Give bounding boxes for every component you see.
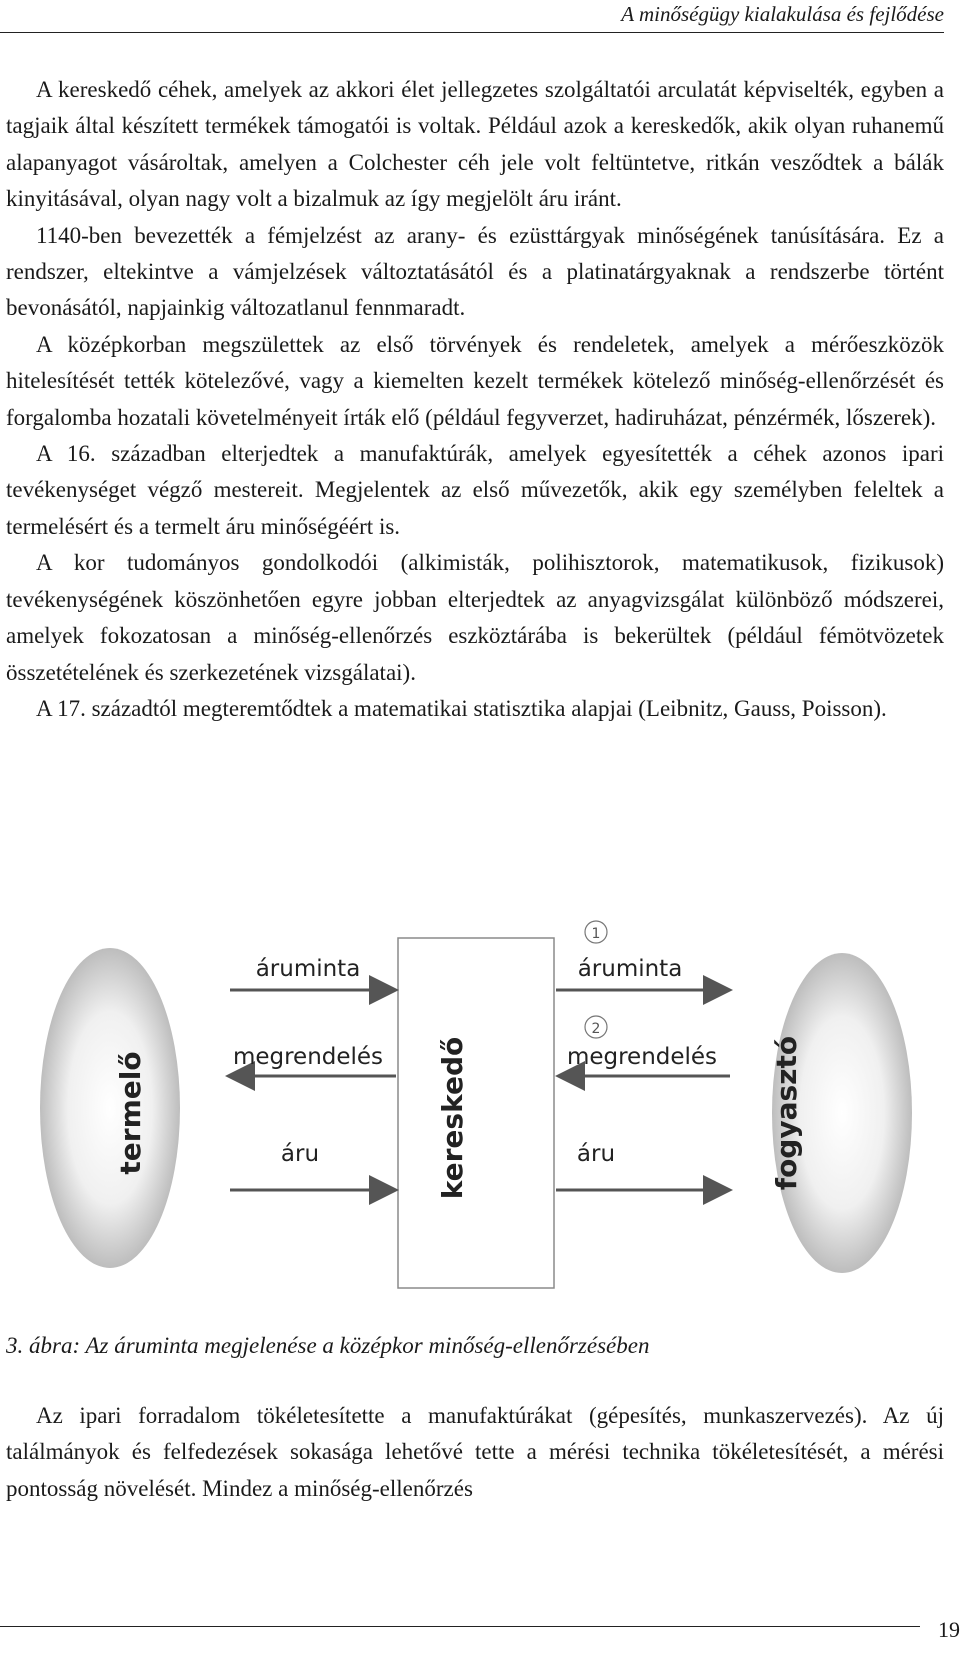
producer-label: termelő [114, 1051, 147, 1175]
figure-diagram [30, 926, 922, 1278]
lower-body-text [6, 1398, 944, 1507]
paragraph: Az ipari forradalom tökéletesítette a manufaktúrákat (gépesítés, munkaszervezés). Az új találmányok és felfedezések sokasága lehetővé tette a mérési technika tökéletesítését, a mérési pontosság növelését. Mindez a minőség-ellenőrzés [6, 1403, 944, 1501]
merchant-node [398, 938, 554, 1288]
right-goods-label: áru [576, 1141, 616, 1167]
step-two-number: 2 [591, 1021, 601, 1037]
flow-diagram [30, 926, 922, 1278]
running-head: A minőségügy kialakulása és fejlődése [621, 2, 944, 26]
paragraph: A kor tudományos gondolkodói (alkimisták, polihisztorok, matematikusok, fizikusok) tevékenységének köszönhetően egyre jobban elterjedtek az anyagvizsgálat különböző módszerei, amelyek fokozatosan a minőség-ellenőrzés eszköztárába is bekerültek (például fémötvözetek összetételének és szerkezetének vizsgálatai). [6, 550, 944, 685]
producer-node [40, 948, 180, 1268]
step-one-number: 1 [591, 926, 601, 942]
left-goods-label: áru [280, 1141, 320, 1167]
page-number: 19 [938, 1617, 960, 1642]
figure-caption: 3. ábra: Az áruminta megjelenése a középkor minőség-ellenőrzésében [6, 1333, 650, 1358]
body-text [6, 72, 944, 727]
left-sample-label: áruminta [255, 956, 361, 982]
merchant-label: kereskedő [436, 1036, 469, 1200]
right-sample-label: áruminta [577, 956, 683, 982]
paragraph: A 17. századtól megteremtődtek a matematikai statisztika alapjai (Leibnitz, Gauss, Poisson). [36, 695, 887, 721]
right-order-label: megrendelés [566, 1044, 718, 1070]
left-order-label: megrendelés [232, 1044, 384, 1070]
footer-rule [0, 1626, 920, 1627]
paragraph: A középkorban megszülettek az első törvények és rendeletek, amelyek a mérőeszközök hitelesítését tették kötelezővé, vagy a kiemelten kezelt termékek kötelező minőség-ellenőrzését és forgalomba hozatali követelményeit írták elő (például fegyverzet, hadiruházat, pénzérmék, lőszerek). [6, 331, 944, 430]
consumer-label: fogyasztó [770, 1035, 803, 1191]
header-rule [0, 32, 944, 33]
paragraph: A 16. században elterjedtek a manufaktúrák, amelyek egyesítették a céhek azonos ipari tevékenységet végző mestereit. Megjelentek az első művezetők, akik egy személyben feleltek a termelésért és a termelt áru minőségéért is. [6, 441, 944, 539]
paragraph: A kereskedő céhek, amelyek az akkori élet jellegzetes szolgáltatói arculatát képviselték, egyben a tagjaik által készített termékek támogatói is voltak. Például azok a kereskedők, akik olyan ruhanemű alapanyagot vásároltak, amelyen a Colchester céh jele volt feltüntetve, ritkán vesződtek a bálák kinyitásával, olyan nagy volt a bizalmuk az így megjelölt áru iránt. [6, 77, 944, 212]
paragraph: 1140-ben bevezették a fémjelzést az arany- és ezüsttárgyak minőségének tanúsítására. Ez a rendszer, eltekintve a vámjelzések változtatásától és a platinatárgyaknak a rendszerbe történt bevonásától, napjainkig változatlanul fennmaradt. [6, 222, 944, 321]
